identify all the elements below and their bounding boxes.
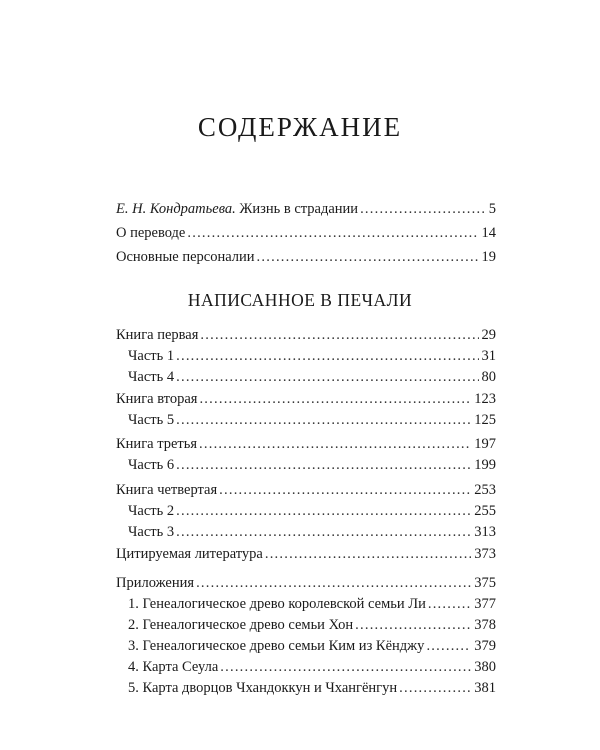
toc-entry-page: 31 <box>481 348 496 364</box>
leader-dots <box>176 503 471 520</box>
toc-entry[interactable] <box>116 249 496 270</box>
toc-entry-label: 3. Генеалогическое древо семьи Ким из Кёнджу <box>128 638 425 654</box>
toc-appendix-entry[interactable] <box>116 659 496 680</box>
toc-entry-author: Е. Н. Кондратьева. <box>116 201 236 217</box>
toc-part-entry[interactable] <box>116 524 496 545</box>
toc-entry-page: 125 <box>474 412 496 428</box>
toc-entry-label: Часть 5 <box>128 412 175 428</box>
leader-dots <box>200 327 478 344</box>
leader-dots <box>199 436 471 453</box>
toc-entry-label: Е. Н. Кондратьева. Жизнь в страдании <box>116 201 359 217</box>
toc-part-entry[interactable] <box>116 503 496 524</box>
toc-entry-page: 313 <box>474 524 496 540</box>
toc-entry-label: Часть 3 <box>128 524 175 540</box>
leader-dots <box>176 457 471 474</box>
leader-dots <box>257 249 479 266</box>
toc-appendix-entry[interactable] <box>116 680 496 701</box>
leader-dots <box>265 546 471 563</box>
toc-entry-label: Книга третья <box>116 436 198 452</box>
toc-book-entry[interactable] <box>116 391 496 412</box>
toc-entry-page: 253 <box>474 482 496 498</box>
toc-book-entry[interactable] <box>116 327 496 348</box>
book-group <box>116 327 496 390</box>
toc-entry-page: 255 <box>474 503 496 519</box>
leader-dots <box>355 617 471 634</box>
toc-entry-label: Часть 2 <box>128 503 175 519</box>
toc-entry-label: Цитируемая литература <box>116 546 263 562</box>
leader-dots <box>199 391 471 408</box>
toc-entry[interactable] <box>116 546 496 567</box>
toc-entry-label: Основные персоналии <box>116 249 255 265</box>
toc-entry-page: 197 <box>474 436 496 452</box>
toc-entry-page: 123 <box>474 391 496 407</box>
toc-entry-page: 199 <box>474 457 496 473</box>
toc-entry-label: Часть 4 <box>128 369 175 385</box>
toc-entry-page: 14 <box>481 225 496 241</box>
toc-entry-page: 381 <box>474 680 496 696</box>
leader-dots <box>360 201 486 218</box>
toc-part-entry[interactable] <box>116 348 496 369</box>
book-group <box>116 436 496 478</box>
leader-dots <box>426 638 471 655</box>
leader-dots <box>196 575 471 592</box>
leader-dots <box>187 225 478 242</box>
toc-entry-label: Книга первая <box>116 327 199 343</box>
leader-dots <box>428 596 471 613</box>
toc-part-entry[interactable] <box>116 412 496 433</box>
appendices-group <box>116 575 496 701</box>
toc-entry[interactable] <box>116 225 496 246</box>
cited-group <box>116 546 496 567</box>
leader-dots <box>176 369 478 386</box>
front-matter-list <box>116 201 496 270</box>
toc-entry-label: Книга вторая <box>116 391 198 407</box>
toc-entry-label: 5. Карта дворцов Чхандоккун и Чхангёнгун <box>128 680 398 696</box>
toc-entry-page: 373 <box>474 546 496 562</box>
toc-entry-label: 4. Карта Сеула <box>128 659 219 675</box>
leader-dots <box>176 524 471 541</box>
toc-entry-label: 1. Генеалогическое древо королевской семьи Ли <box>128 596 426 612</box>
toc-entry-page: 377 <box>474 596 496 612</box>
toc-entry-page: 380 <box>474 659 496 675</box>
book-group <box>116 391 496 433</box>
toc-entry-label: 2. Генеалогическое древо семьи Хон <box>128 617 354 633</box>
toc-entry-page: 379 <box>474 638 496 654</box>
toc-book-entry[interactable] <box>116 482 496 503</box>
toc-entry[interactable] <box>116 575 496 596</box>
leader-dots <box>176 412 471 429</box>
page-title: СОДЕРЖАНИЕ <box>197 112 403 142</box>
toc-appendix-entry[interactable] <box>116 638 496 659</box>
book-group <box>116 482 496 545</box>
toc-entry-page: 19 <box>481 249 496 265</box>
toc-entry-page: 5 <box>488 201 496 217</box>
toc-entry[interactable] <box>116 201 496 222</box>
toc-entry-page: 80 <box>481 369 496 385</box>
toc-entry-label: О переводе <box>116 225 186 241</box>
toc-part-entry[interactable] <box>116 369 496 390</box>
toc-entry-page: 375 <box>474 575 496 591</box>
toc-entry-label: Книга четвертая <box>116 482 218 498</box>
toc-appendix-entry[interactable] <box>116 596 496 617</box>
leader-dots <box>219 482 471 499</box>
toc-appendix-entry[interactable] <box>116 617 496 638</box>
leader-dots <box>220 659 471 676</box>
toc-entry-label: Часть 6 <box>128 457 175 473</box>
leader-dots <box>176 348 478 365</box>
toc-entry-label: Приложения <box>116 575 195 591</box>
leader-dots <box>399 680 471 697</box>
toc-book-entry[interactable] <box>116 436 496 457</box>
toc-entry-page: 29 <box>481 327 496 343</box>
toc-part-entry[interactable] <box>116 457 496 478</box>
toc-entry-label: Часть 1 <box>128 348 175 364</box>
section-title: НАПИСАННОЕ В ПЕЧАЛИ <box>187 290 413 310</box>
toc-entry-page: 378 <box>474 617 496 633</box>
